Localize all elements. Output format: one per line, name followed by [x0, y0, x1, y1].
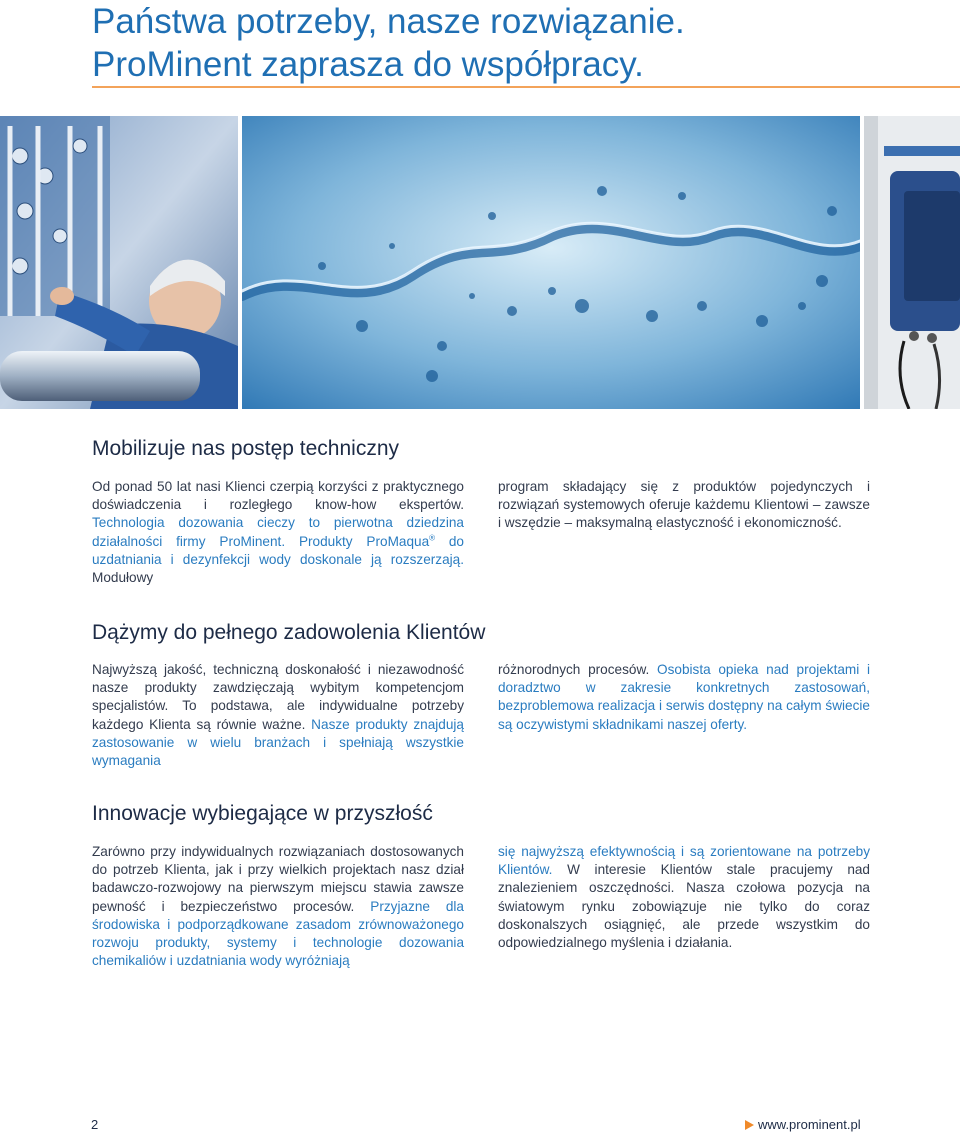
section-progress-left-text — [92, 478, 464, 587]
section-heading-satisfaction: Dążymy do pełnego zadowolenia Klientów — [92, 621, 486, 644]
page-title-line-1: Państwa potrzeby, nasze rozwiązanie. — [92, 2, 685, 41]
page-number: 2 — [91, 1117, 99, 1132]
page-title-line-2: ProMinent zaprasza do współpracy. — [92, 45, 644, 84]
section-satisfaction-left-text — [92, 661, 464, 770]
text-blue: Nasze produkty znajdują zastosowanie w wielu branżach i spełniają wszystkie wymagania — [92, 716, 464, 769]
page-title — [92, 0, 685, 86]
section-innovation-left-text — [92, 843, 464, 970]
text-dark: różnorodnych procesów. — [498, 662, 650, 677]
text-blue: Przyjazne dla środowiska i podporządkowane zasadom zrównoważonego rozwoju produkty, systemy i technologie dozowania chemikaliów i uzdatniania wody wyróżniają — [92, 898, 464, 969]
section-progress-right-text: program składający się z produktów pojedynczych i rozwiązań systemowych oferuje każdemu Klientowi – zawsze i wszędzie – maksymalną elastyczność i ekonomiczność. — [498, 479, 870, 531]
section-heading-progress: Mobilizuje nas postęp techniczny — [92, 437, 400, 460]
dosing-device-photo — [864, 116, 960, 409]
section-satisfaction-right-text — [498, 661, 870, 734]
text-blue: się najwyższą efektywnością i są zorientowane na potrzeby Klientów. — [498, 844, 870, 878]
footer-url-text[interactable]: www.prominent.pl — [758, 1117, 861, 1132]
section-heading-innovation: Innowacje wybiegające w przyszłość — [92, 802, 433, 825]
text-dark: Zarówno przy indywidualnych rozwiązaniach dostosowanych do potrzeb Klienta, jak i przy wielkich projektach nasz dział badawczo-rozwojowy na pierwszym miejscu stawia zawsze pewność i bezpieczeństwo procesów. — [92, 844, 464, 914]
text-dark: Od ponad 50 lat nasi Klienci czerpią korzyści z praktycznego doświadczenia i rozległego know-how ekspertów. — [92, 479, 464, 513]
arrow-right-icon — [745, 1120, 754, 1130]
technician-photo — [0, 116, 238, 409]
text-blue: Osobista opieka nad projektami i doradztwo w zakresie konkretnych zastosowań, bezproblemowa realizacja i serwis dostępny na całym świecie są oczywistymi składnikami naszej oferty. — [498, 662, 870, 732]
registered-mark: ® — [429, 533, 436, 543]
text-dark-2: Modułowy — [92, 570, 154, 586]
section-innovation-right-text — [498, 843, 870, 952]
text-dark: W interesie Klientów stale pracujemy nad znalezieniem oszczędności. Nasza czołowa pozycja na światowym rynku zobowiązuje nie tylko do coraz doskonalszych osiągnięć, ale przede wszystkim do odpowiedzialnego myślenia i działania. — [498, 862, 870, 951]
text-dark: Najwyższą jakość, techniczną doskonałość i niezawodność nasze produkty zawdzięczają wybitym kompetencjom specjalistów. To podstawa, ale indywidualne potrzeby każdego Klienta są równie ważne. — [92, 662, 464, 732]
water-splash-photo — [242, 116, 860, 409]
orange-divider — [92, 86, 960, 88]
footer-link[interactable] — [745, 1117, 861, 1132]
text-blue-2: do uzdatniania i dezynfekcji wody doskonale ją rozszerzają. — [92, 533, 464, 567]
text-blue: Technologia dozowania cieczy to pierwotna dziedzina działalności firmy ProMinent. Produkty ProMaqua — [92, 515, 464, 549]
